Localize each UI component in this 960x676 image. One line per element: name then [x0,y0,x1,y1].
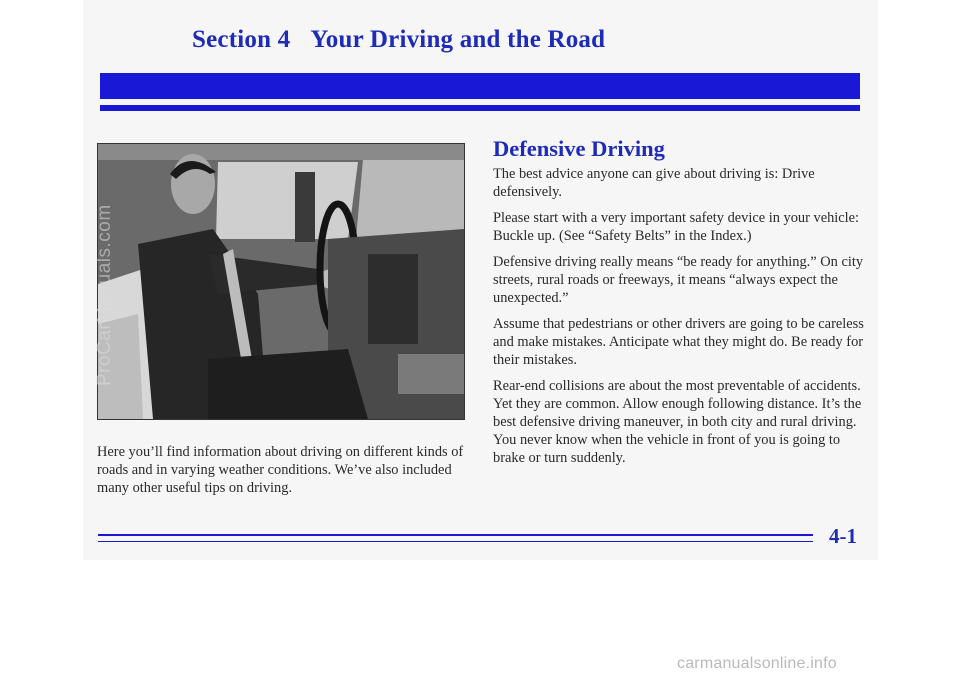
footer-rule [98,534,813,536]
site-watermark: carmanualsonline.info [677,655,837,672]
defensive-driving-heading: Defensive Driving [493,136,665,161]
driver-illustration [98,144,464,419]
intro-caption: Here you’ll find information about driving on different kinds of roads and in varying weather conditions. We’ve also included many other useful tips on driving. [97,444,464,496]
paragraph: Defensive driving really means “be ready for anything.” On city streets, rural roads or freeways, it means “always expect the unexpected.” [493,254,864,306]
paragraph: Assume that pedestrians or other drivers are going to be careless and make mistakes. Anticipate what they might do. Be ready for their mistakes. [493,316,864,368]
paragraph: Rear-end collisions are about the most preventable of accidents. Yet they are common. Allow enough following distance. It’s the best defensive driving maneuver, in both city and rural driving. You never know when the vehicle in front of you is going to brake or turn suddenly. [493,378,862,466]
section-name: Your Driving and the Road [310,26,606,53]
header-band [100,73,860,99]
header-band-thin [100,105,860,111]
page-number: 4-1 [829,524,857,548]
section-title [192,26,605,54]
footer-rule-thin [98,541,813,542]
watermark-text: ProCarManuals.com [94,204,115,386]
paragraph: The best advice anyone can give about driving is: Drive defensively. [493,166,815,200]
paragraph: Please start with a very important safety device in your vehicle: Buckle up. (See “Safety Belts” in the Index.) [493,210,860,244]
driver-photo [97,143,465,420]
defensive-driving-body [493,165,873,475]
section-number: Section 4 [192,26,291,53]
